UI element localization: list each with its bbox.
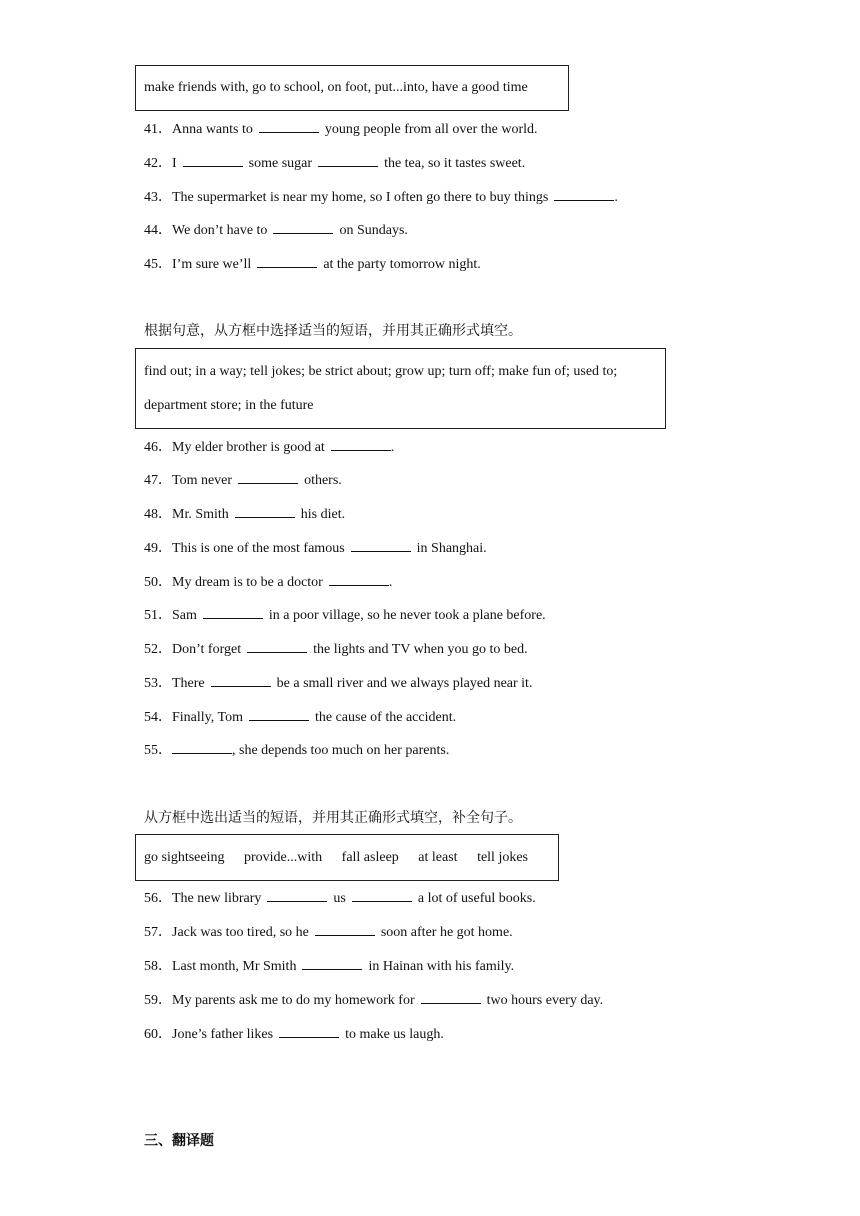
- question-53: [144, 673, 532, 693]
- question-text: others.: [304, 473, 342, 488]
- phrase-box-1-text: make friends with, go to school, on foot, put...into, have a good time: [144, 80, 528, 95]
- question-number: 56．: [144, 891, 172, 906]
- answer-blank[interactable]: [352, 888, 412, 902]
- question-text: in Hainan with his family.: [368, 959, 515, 974]
- question-42: [144, 153, 525, 173]
- question-text: the lights and TV when you go to bed.: [313, 642, 528, 657]
- question-text: .: [614, 190, 618, 205]
- phrase-option: go sightseeing: [144, 850, 225, 865]
- section-heading-translation: 三、翻译题: [144, 1133, 214, 1149]
- phrase-option: provide...with: [244, 850, 323, 865]
- question-number: 52．: [144, 642, 172, 657]
- question-60: [144, 1024, 444, 1044]
- question-57: [144, 922, 513, 942]
- answer-blank[interactable]: [238, 470, 298, 484]
- question-text: on Sundays.: [339, 223, 408, 238]
- question-text: My dream is to be a doctor: [172, 575, 323, 590]
- question-text: some sugar: [248, 156, 313, 171]
- answer-blank[interactable]: [257, 254, 317, 268]
- answer-blank[interactable]: [172, 740, 232, 754]
- question-49: [144, 538, 487, 558]
- question-number: 51．: [144, 608, 172, 623]
- question-number: 44．: [144, 223, 172, 238]
- question-text: Don’t forget: [172, 642, 242, 657]
- answer-blank[interactable]: [249, 707, 309, 721]
- answer-blank[interactable]: [331, 437, 391, 451]
- question-number: 46．: [144, 440, 172, 455]
- question-text: to make us laugh.: [345, 1027, 444, 1042]
- answer-blank[interactable]: [554, 187, 614, 201]
- question-text: I’m sure we’ll: [172, 257, 252, 272]
- question-47: [144, 470, 342, 490]
- question-text: .: [388, 575, 393, 590]
- question-number: 54．: [144, 710, 172, 725]
- question-text: his diet.: [300, 507, 346, 522]
- question-text: We don’t have to: [172, 223, 268, 238]
- phrase-box-3-options: [144, 835, 550, 880]
- question-text: Mr. Smith: [172, 507, 229, 522]
- question-text: The supermarket is near my home, so I often go there to buy things: [172, 190, 549, 205]
- question-number: 57．: [144, 925, 172, 940]
- question-number: 50．: [144, 575, 172, 590]
- question-number: 58．: [144, 959, 172, 974]
- question-text: My parents ask me to do my homework for: [172, 993, 415, 1008]
- question-text: Jone’s father likes: [172, 1027, 274, 1042]
- question-number: 60．: [144, 1027, 172, 1042]
- phrase-option: fall asleep: [341, 850, 399, 865]
- question-text: .: [390, 440, 395, 455]
- instruction-3: 从方框中选出适当的短语，并用其正确形式填空，补全句子。: [144, 810, 522, 826]
- question-text: , she depends too much on her parents.: [232, 743, 450, 758]
- answer-blank[interactable]: [273, 220, 333, 234]
- question-48: [144, 504, 345, 524]
- question-text: be a small river and we always played near it.: [276, 676, 533, 691]
- question-43: [144, 187, 618, 207]
- question-number: 49．: [144, 541, 172, 556]
- question-text: the cause of the accident.: [314, 710, 457, 725]
- question-45: [144, 254, 481, 274]
- answer-blank[interactable]: [211, 673, 271, 687]
- question-50: [144, 572, 392, 592]
- answer-blank[interactable]: [302, 956, 362, 970]
- question-text: There: [172, 676, 205, 691]
- question-text: Jack was too tired, so he: [172, 925, 309, 940]
- question-text: soon after he got home.: [380, 925, 513, 940]
- question-text: us: [333, 891, 346, 906]
- question-text: I: [172, 156, 177, 171]
- question-text: The new library: [172, 891, 262, 906]
- phrase-option: tell jokes: [477, 850, 528, 865]
- answer-blank[interactable]: [315, 922, 375, 936]
- question-text: Finally, Tom: [172, 710, 243, 725]
- question-number: 43．: [144, 190, 172, 205]
- question-44: [144, 220, 408, 240]
- question-text: Sam: [172, 608, 197, 623]
- phrase-box-2-line-2: department store; in the future: [144, 398, 314, 413]
- answer-blank[interactable]: [235, 504, 295, 518]
- answer-blank[interactable]: [203, 605, 263, 619]
- answer-blank[interactable]: [318, 153, 378, 167]
- answer-blank[interactable]: [183, 153, 243, 167]
- question-number: 55．: [144, 743, 172, 758]
- question-number: 45．: [144, 257, 172, 272]
- question-text: My elder brother is good at: [172, 440, 325, 455]
- question-46: [144, 437, 394, 457]
- answer-blank[interactable]: [267, 888, 327, 902]
- question-56: [144, 888, 536, 908]
- question-text: Anna wants to: [172, 122, 253, 137]
- question-text: a lot of useful books.: [417, 891, 536, 906]
- phrase-box-2-line-1: find out; in a way; tell jokes; be strict about; grow up; turn off; make fun of; used to;: [144, 364, 618, 379]
- question-text: in a poor village, so he never took a plane before.: [268, 608, 546, 623]
- instruction-2: 根据句意，从方框中选择适当的短语，并用其正确形式填空。: [144, 323, 522, 339]
- question-number: 42．: [144, 156, 172, 171]
- question-text: two hours every day.: [486, 993, 604, 1008]
- question-number: 41．: [144, 122, 172, 137]
- phrase-box-3: [135, 834, 559, 881]
- question-text: young people from all over the world.: [324, 122, 538, 137]
- question-58: [144, 956, 514, 976]
- question-text: the tea, so it tastes sweet.: [384, 156, 526, 171]
- question-52: [144, 639, 528, 659]
- question-text: in Shanghai.: [416, 541, 487, 556]
- answer-blank[interactable]: [247, 639, 307, 653]
- question-51: [144, 605, 546, 625]
- answer-blank[interactable]: [421, 990, 481, 1004]
- phrase-option: at least: [418, 850, 458, 865]
- question-number: 48．: [144, 507, 172, 522]
- answer-blank[interactable]: [259, 119, 319, 133]
- answer-blank[interactable]: [351, 538, 411, 552]
- question-text: at the party tomorrow night.: [323, 257, 481, 272]
- question-59: [144, 990, 603, 1010]
- question-number: 53．: [144, 676, 172, 691]
- question-41: [144, 119, 538, 139]
- question-text: Last month, Mr Smith: [172, 959, 297, 974]
- answer-blank[interactable]: [329, 572, 389, 586]
- question-number: 59．: [144, 993, 172, 1008]
- question-54: [144, 707, 456, 727]
- question-text: This is one of the most famous: [172, 541, 345, 556]
- question-55: [144, 740, 449, 760]
- question-number: 47．: [144, 473, 172, 488]
- phrase-box-1: [135, 65, 569, 111]
- phrase-box-2: [135, 348, 666, 429]
- question-text: Tom never: [172, 473, 233, 488]
- answer-blank[interactable]: [279, 1024, 339, 1038]
